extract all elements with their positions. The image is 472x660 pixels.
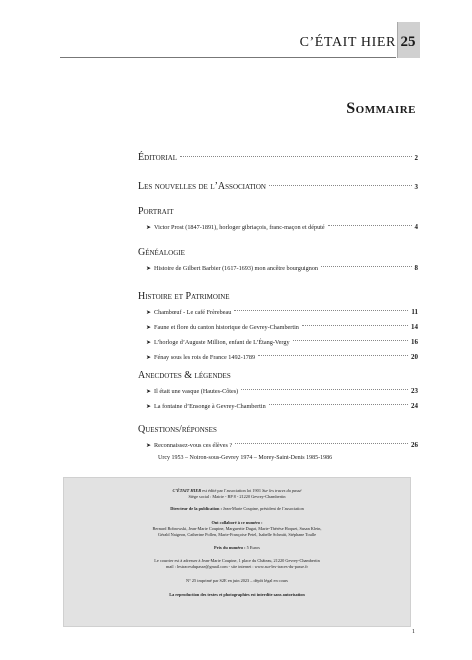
toc-leader	[269, 404, 408, 405]
questions-sub-line: Urcy 1953 – Noiron-sous-Gevrey 1974 – Morey-Saint-Denis 1985-1986	[158, 455, 333, 461]
credits-mail-line-1: Le courrier est à adresser à Jean-Marie Coupine, 1 place du Château, 21220 Gevrey-Chambertin	[154, 558, 320, 563]
section-heading-genealogie: Généalogie	[138, 247, 185, 258]
toc-leader	[258, 355, 408, 356]
toc-leader	[269, 185, 412, 186]
toc-leader	[293, 340, 408, 341]
arrow-icon: ➤	[146, 389, 152, 395]
toc-entry-anecdotes-1[interactable]	[146, 387, 418, 395]
toc-page: 4	[414, 223, 418, 231]
running-title: C’ÉTAIT HIER	[299, 35, 396, 50]
running-header	[0, 26, 472, 60]
toc-entry-histoire-2[interactable]	[146, 323, 418, 331]
credits-collab-line-1: Bernard Bobrowski, Jean-Marie Coupine, Marguerite Dugat, Marie-Thérèse Hoquet, Susan Klein,	[152, 526, 322, 531]
arrow-icon: ➤	[146, 225, 152, 231]
toc-label: Éditorial	[138, 152, 178, 163]
credits-director-line: Directeur de la publication : Jean-Marie Coupine, président de l’association	[170, 506, 304, 511]
arrow-icon: ➤	[146, 355, 152, 361]
arrow-icon: ➤	[146, 443, 152, 449]
toc-page: 24	[411, 402, 418, 410]
credits-rights-line: La reproduction des textes et photographies est interdite sans autorisation	[169, 592, 305, 597]
header-rule	[60, 57, 396, 58]
credits-box	[63, 477, 411, 627]
toc-label: ➤ Il était une vasque (Hautes-Côtes)	[146, 388, 239, 395]
credits-print-line: N° 25 imprimé par S2E en juin 2023 – dépôt légal en cours	[186, 578, 288, 583]
arrow-icon: ➤	[146, 404, 152, 410]
toc-page: 3	[414, 183, 418, 191]
toc-label: ➤ Histoire de Gilbert Barbier (1617-1693) mon ancêtre bourguignon	[146, 265, 319, 272]
section-heading-anecdotes: Anecdotes & légendes	[138, 370, 231, 381]
toc-entry-portrait-1[interactable]	[146, 223, 418, 231]
toc-label: ➤ La fontaine d’Ensonge à Gevrey-Chambertin	[146, 403, 266, 410]
toc-page: 11	[411, 308, 418, 316]
toc-label: ➤ Chambœuf - Le café Frèrebeau	[146, 309, 232, 316]
credits-collab-line-2: Gérald Naigeon, Catherine Pollen, Marie-Françoise Petel, Isabelle Schmitt, Stéphane Toulle	[157, 532, 317, 537]
credits-mail-line-2: mail : lestracesdupasse@gmail.com - site internet : www.sur-les-traces-du-passe.fr	[165, 564, 308, 569]
section-heading-histoire: Histoire et Patrimoine	[138, 291, 230, 302]
toc-entry-nouvelles[interactable]	[138, 181, 418, 192]
toc-page: 26	[411, 441, 418, 449]
toc-leader	[234, 310, 408, 311]
credits-publisher-line: C’ÉTAIT HIER est édité par l’association loi 1901 Sur les traces du passé	[172, 488, 302, 493]
toc-page: 16	[411, 338, 418, 346]
credits-price-line: Prix du numéro : 5 Euros	[214, 545, 260, 550]
footer-page-number: 1	[412, 629, 415, 635]
credits-collab-label: Ont collaboré à ce numéro :	[211, 520, 263, 525]
toc-leader	[328, 225, 412, 226]
toc-page: 20	[411, 353, 418, 361]
header-page-number: 25	[400, 34, 416, 50]
toc-entry-questions-1[interactable]	[146, 441, 418, 449]
section-heading-questions: Questions/réponses	[138, 424, 217, 435]
toc-page: 2	[414, 154, 418, 162]
arrow-icon: ➤	[146, 310, 152, 316]
toc-page: 23	[411, 387, 418, 395]
toc-entry-histoire-4[interactable]	[146, 353, 418, 361]
toc-leader	[321, 266, 411, 267]
section-heading-portrait: Portrait	[138, 206, 174, 217]
toc-label: ➤ Faune et flore du canton historique de Gevrey-Chambertin	[146, 324, 299, 331]
sommaire-title: Sommaire	[346, 100, 416, 117]
toc-label: ➤ L’horloge d’Auguste Million, enfant de L’Étang-Vergy	[146, 339, 290, 346]
credits-address-line: Siège social : Mairie - BP 8 - 21220 Gevrey-Chambertin	[188, 494, 286, 499]
toc-label: ➤ Reconnaissez-vous ces élèves ?	[146, 442, 233, 449]
toc-entry-editorial[interactable]	[138, 152, 418, 163]
toc-entry-anecdotes-2[interactable]	[146, 402, 418, 410]
toc-leader	[180, 156, 411, 157]
arrow-icon: ➤	[146, 266, 152, 272]
toc-leader	[302, 325, 408, 326]
arrow-icon: ➤	[146, 340, 152, 346]
toc-leader	[235, 443, 408, 444]
toc-entry-genealogie-1[interactable]	[146, 264, 418, 272]
toc-page: 14	[411, 323, 418, 331]
toc-leader	[241, 389, 408, 390]
toc-label: ➤ Fénay sous les rois de France 1492-1789	[146, 354, 256, 361]
toc-entry-histoire-3[interactable]	[146, 338, 418, 346]
arrow-icon: ➤	[146, 325, 152, 331]
toc-page: 8	[414, 264, 418, 272]
toc-label: Les nouvelles de l’Association	[138, 181, 266, 192]
toc-entry-histoire-1[interactable]	[146, 308, 418, 316]
toc-label: ➤ Victor Prost (1847-1891), horloger gibriaçois, franc-maçon et député	[146, 224, 325, 231]
